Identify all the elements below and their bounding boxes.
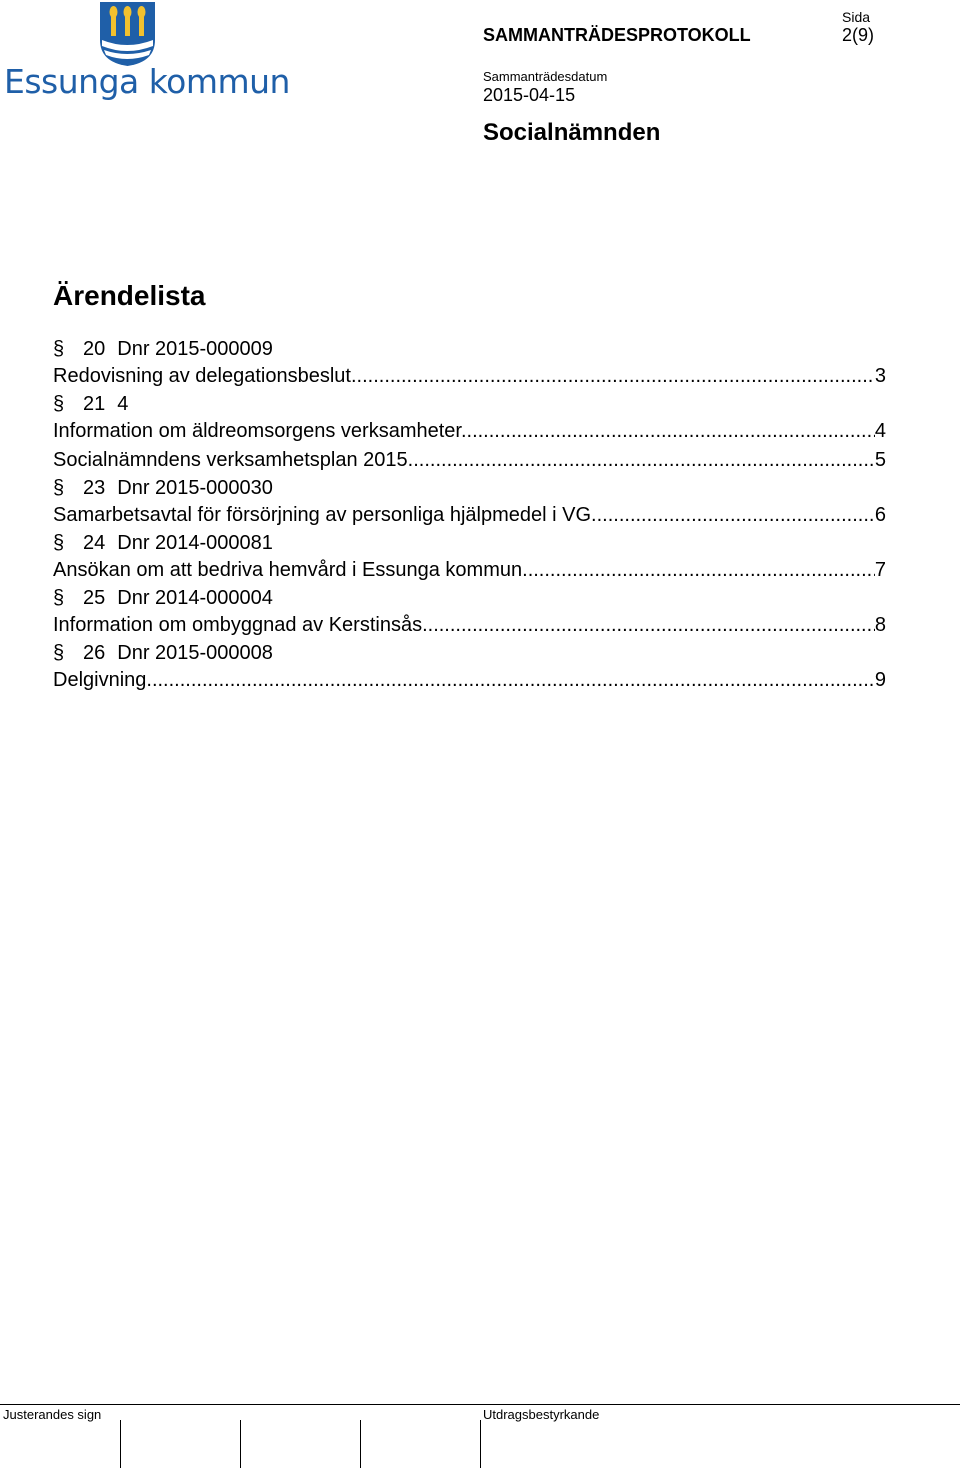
item-title: Redovisning av delegationsbeslut	[53, 365, 351, 387]
item-page: 6	[874, 504, 886, 526]
leader-dots	[351, 362, 875, 391]
agenda-list	[53, 336, 886, 695]
signature-footer	[0, 1404, 960, 1469]
leader-dots	[422, 611, 875, 640]
item-title: Socialnämndens verksamhetsplan 2015	[53, 449, 408, 471]
item-number: 20	[83, 338, 106, 360]
agenda-item-link[interactable]	[53, 446, 886, 475]
signature-box-divider	[480, 1420, 481, 1468]
agenda-item-link[interactable]	[53, 666, 886, 695]
paragraph-symbol: §	[53, 532, 65, 554]
paragraph-symbol: §	[53, 477, 65, 499]
item-number: 24	[83, 532, 106, 554]
agenda-item-link[interactable]	[53, 417, 886, 446]
item-title: Information om ombyggnad av Kerstinsås	[53, 614, 423, 636]
item-page: 8	[874, 614, 886, 636]
item-dnr: Dnr 2014-000081	[117, 532, 273, 554]
item-title: Ansökan om att bedriva hemvård i Essunga kommun.	[53, 559, 528, 581]
item-dnr: Dnr 2014-000004	[117, 587, 273, 609]
item-title: Information om äldreomsorgens verksamheter.	[53, 420, 467, 442]
item-dnr: 4	[117, 393, 129, 415]
page-number: 2(9)	[842, 25, 875, 45]
agenda-item-link[interactable]	[53, 501, 886, 530]
leader-dots	[408, 446, 875, 475]
agenda-item-header	[53, 475, 886, 501]
paragraph-symbol: §	[53, 393, 65, 415]
item-number: 23	[83, 477, 106, 499]
justerandes-sign-label: Justerandes sign	[3, 1407, 102, 1422]
committee-name: Socialnämnden	[483, 119, 661, 146]
item-dnr: Dnr 2015-000030	[117, 477, 273, 499]
agenda-item-header	[53, 336, 886, 362]
essunga-logo	[0, 0, 290, 110]
item-title: Delgivning	[53, 669, 147, 691]
item-page: 7	[874, 559, 886, 581]
item-page: 9	[874, 669, 886, 691]
agenda-item-link[interactable]	[53, 362, 886, 391]
page-label: Sida	[842, 9, 871, 25]
item-title: Samarbetsavtal för försörjning av personliga hjälpmedel i VG	[53, 504, 592, 526]
list-title: Ärendelista	[53, 280, 206, 311]
item-page: 5	[874, 449, 886, 471]
item-number: 25	[83, 587, 106, 609]
agenda-item-header	[53, 530, 886, 556]
leader-dots	[146, 666, 874, 695]
paragraph-symbol: §	[53, 338, 65, 360]
agenda-item-header	[53, 640, 886, 666]
item-page: 3	[874, 365, 886, 387]
utdragsbestyrkande-label: Utdragsbestyrkande	[483, 1407, 600, 1422]
signature-box-divider	[240, 1420, 241, 1468]
agenda-item-link[interactable]	[53, 556, 886, 585]
footer-divider	[0, 1404, 960, 1405]
paragraph-symbol: §	[53, 587, 65, 609]
meeting-date: 2015-04-15	[483, 85, 576, 105]
item-dnr: Dnr 2015-000008	[117, 642, 273, 664]
document-type: SAMMANTRÄDESPROTOKOLL	[483, 25, 751, 45]
org-name: Essunga kommun	[4, 62, 290, 101]
item-number: 21	[83, 393, 106, 415]
item-page: 4	[874, 420, 886, 442]
agenda-item-header	[53, 391, 886, 417]
leader-dots	[467, 417, 875, 446]
signature-box-divider	[120, 1420, 121, 1468]
agenda-item-link[interactable]	[53, 611, 886, 640]
agenda-item-header	[53, 585, 886, 611]
leader-dots	[528, 556, 875, 585]
date-label: Sammanträdesdatum	[483, 69, 608, 84]
item-number: 26	[83, 642, 106, 664]
signature-box-divider	[360, 1420, 361, 1468]
item-dnr: Dnr 2015-000009	[117, 338, 273, 360]
paragraph-symbol: §	[53, 642, 65, 664]
leader-dots	[591, 501, 875, 530]
